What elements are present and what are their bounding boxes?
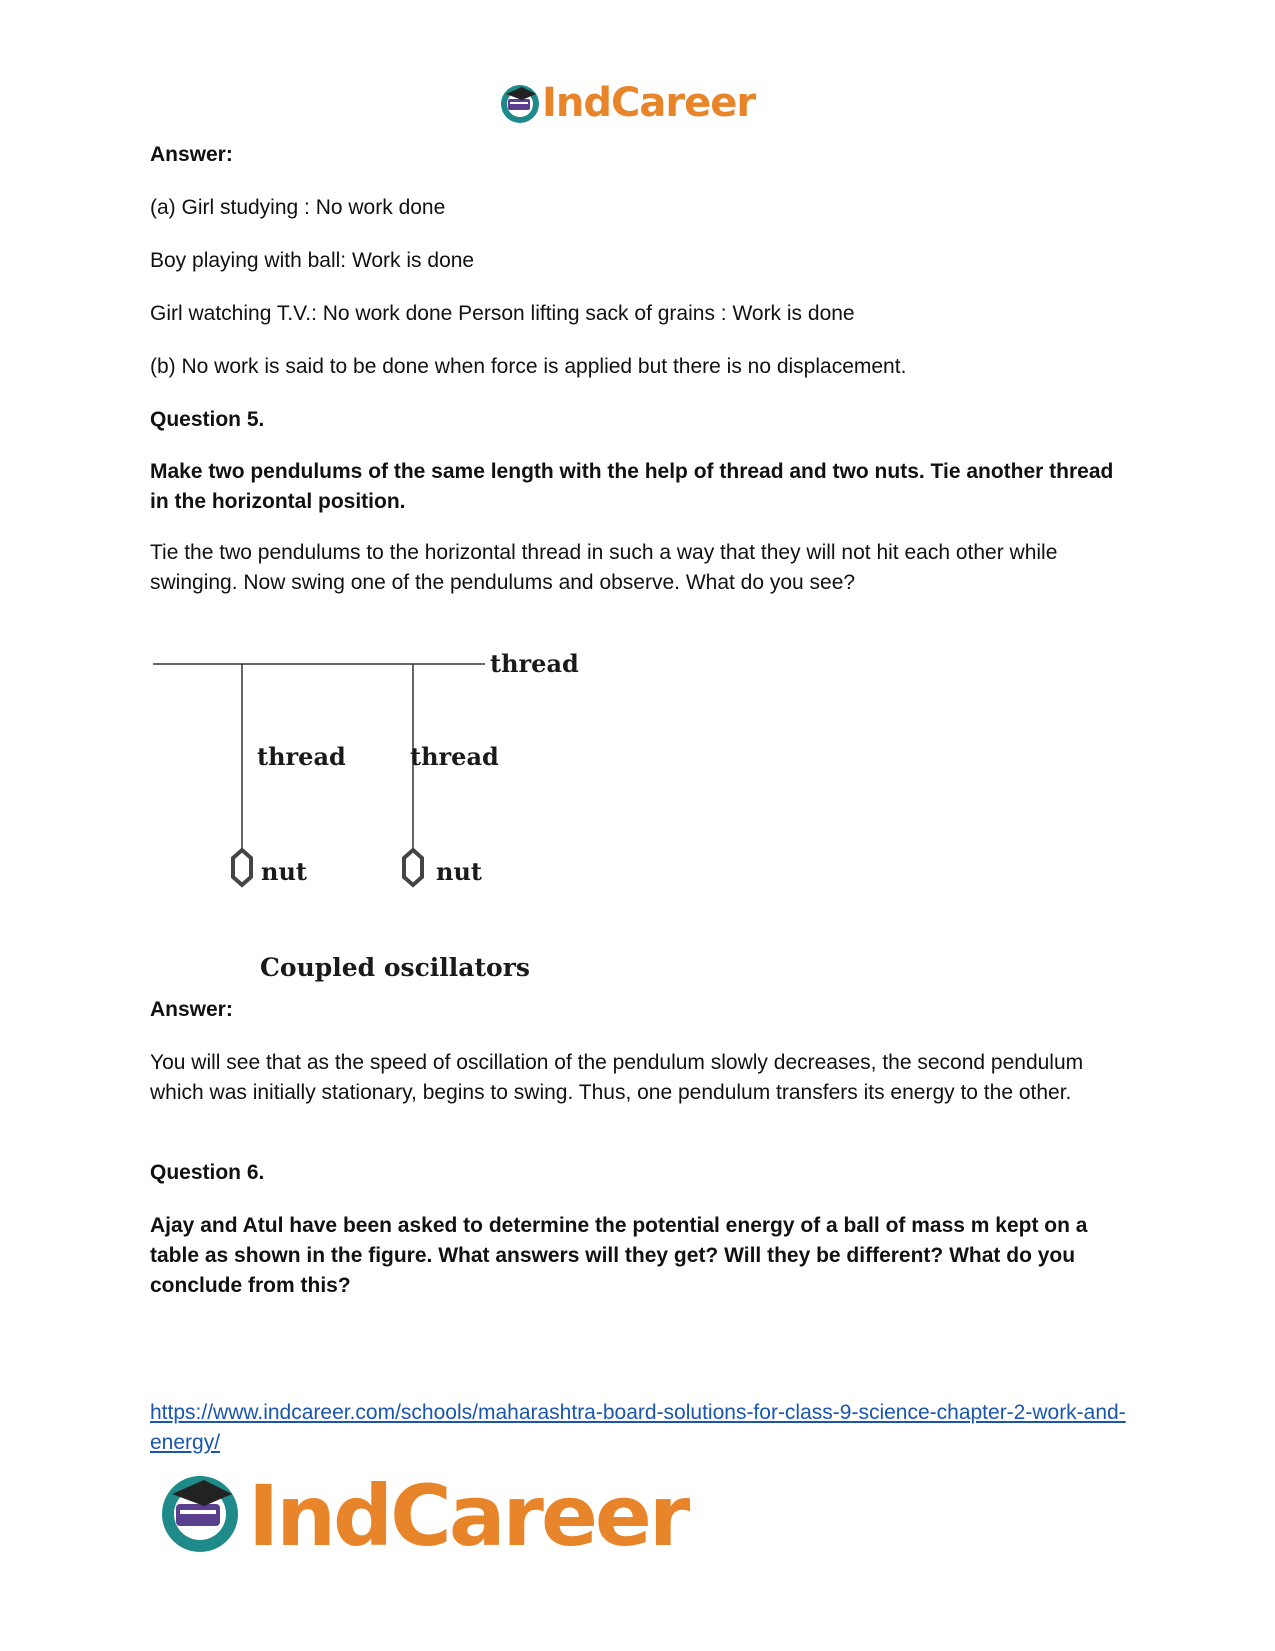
answer-2-body: You will see that as the speed of oscillation of the pendulum slowly decreases, the second pendulum which was initially stationary, begins to swing. Thus, one pendulum transfers its energy to the other. bbox=[150, 1051, 1084, 1104]
right-thread-label: thread bbox=[410, 742, 499, 771]
question-6-prompt: Ajay and Atul have been asked to determine the potential energy of a ball of mass m kept on a table as shown in the figure. What answers will they get? Will they be different? What do you conclude from this? bbox=[150, 1214, 1088, 1297]
left-thread-label: thread bbox=[257, 742, 346, 771]
right-nut-label: nut bbox=[436, 857, 482, 886]
answer-line-boy: Boy playing with ball: Work is done bbox=[150, 249, 475, 272]
footer-logo bbox=[160, 1467, 700, 1565]
right-nut-icon bbox=[404, 850, 422, 885]
logo-emblem-icon bbox=[160, 1470, 244, 1558]
source-link[interactable]: https://www.indcareer.com/schools/maharashtra-board-solutions-for-class-9-science-chapter-2-work-and-energy/ bbox=[150, 1401, 1126, 1454]
answer-line-b: (b) No work is said to be done when force is applied but there is no displacement. bbox=[150, 355, 907, 378]
logo-wordmark: IndCareer bbox=[248, 1467, 688, 1565]
logo-wordmark: IndCareer bbox=[542, 80, 756, 126]
logo-emblem-icon bbox=[500, 82, 542, 126]
coupled-oscillators-diagram bbox=[150, 645, 610, 1025]
left-nut-icon bbox=[233, 850, 251, 885]
top-thread-label: thread bbox=[490, 649, 579, 678]
header-logo bbox=[500, 78, 780, 128]
left-nut-label: nut bbox=[261, 857, 307, 886]
answer-line-tv: Girl watching T.V.: No work done Person lifting sack of grains : Work is done bbox=[150, 302, 855, 325]
answer-2-heading: Answer: bbox=[150, 998, 233, 1021]
diagram-caption: Coupled oscillators bbox=[260, 953, 530, 982]
question-5-prompt: Make two pendulums of the same length with the help of thread and two nuts. Tie another thread in the horizontal position. bbox=[150, 460, 1114, 513]
answer-heading: Answer: bbox=[150, 143, 233, 166]
question-6-heading: Question 6. bbox=[150, 1161, 265, 1184]
answer-line-a: (a) Girl studying : No work done bbox=[150, 196, 446, 219]
question-5-heading: Question 5. bbox=[150, 408, 265, 431]
question-5-body: Tie the two pendulums to the horizontal thread in such a way that they will not hit each other while swinging. Now swing one of the pendulums and observe. What do you see? bbox=[150, 541, 1058, 594]
